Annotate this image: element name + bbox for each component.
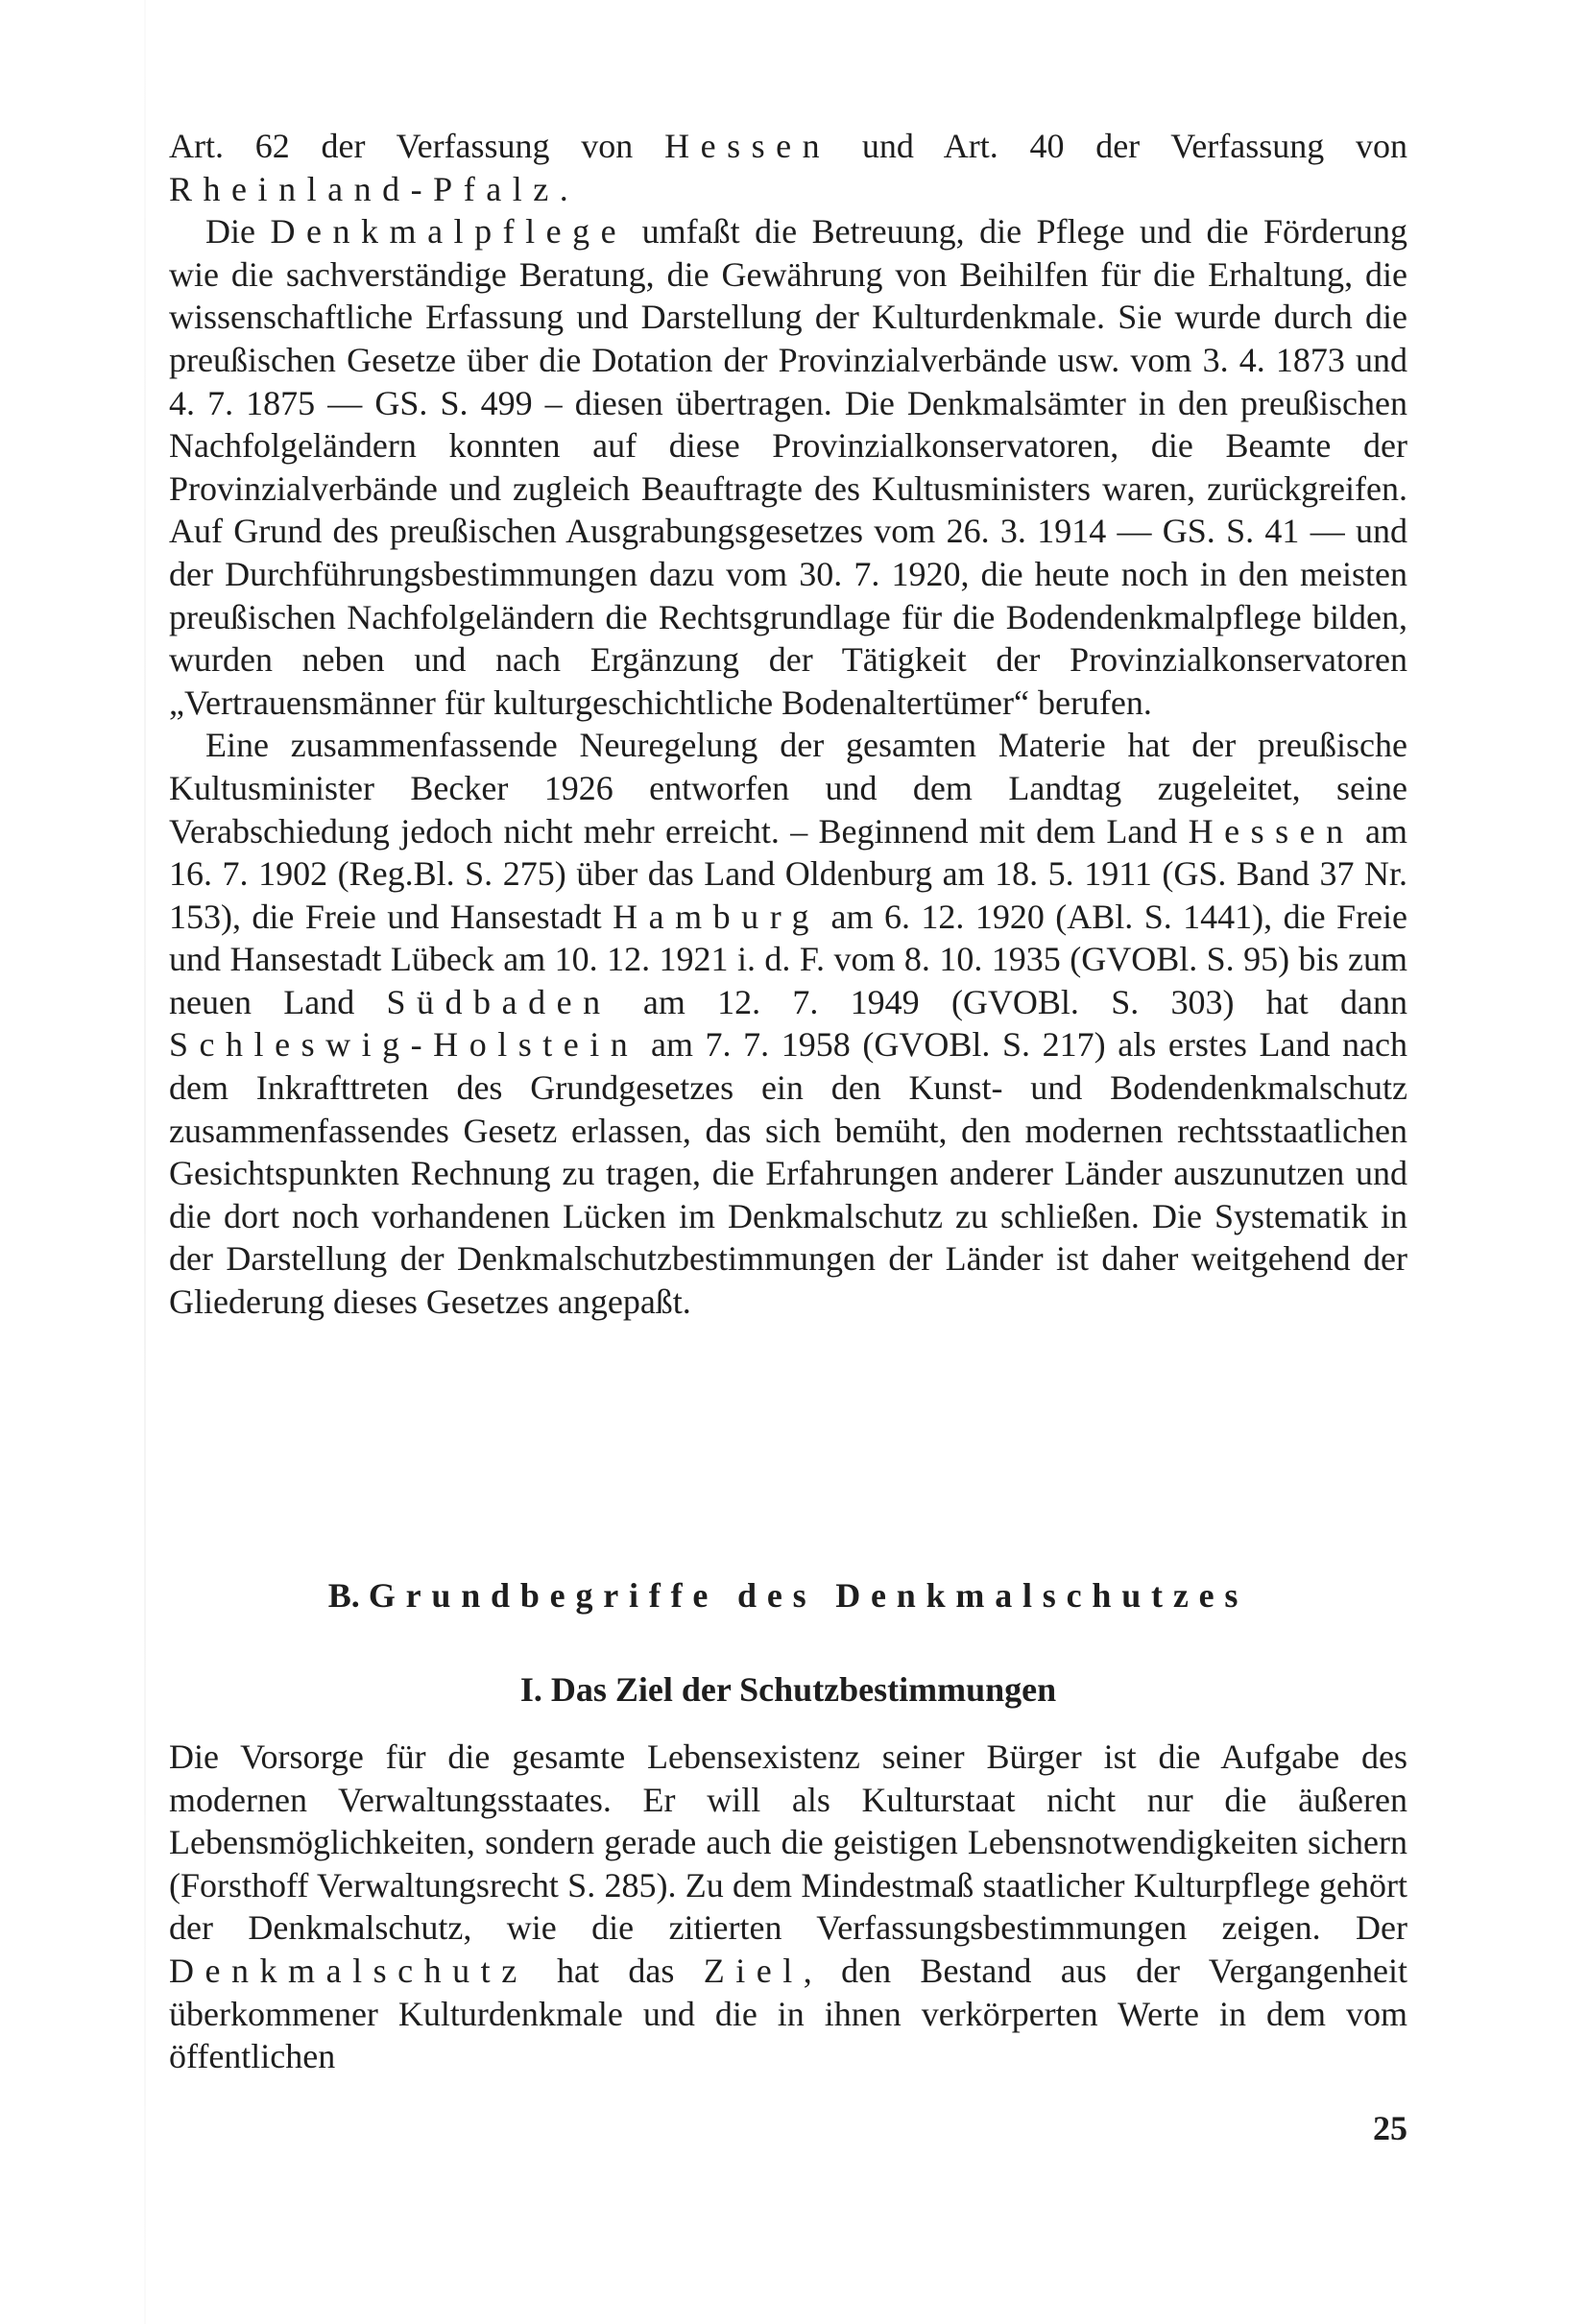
section-heading-b-title: Grundbegriffe des Denkmalschutzes xyxy=(368,1576,1249,1615)
body-text-upper xyxy=(169,125,1407,1324)
body-text-lower xyxy=(169,1736,1407,2078)
paragraph-neuregelung: Eine zusammenfassende Neuregelung der gesamten Materie hat der preußische Kultusminister Becker 1926 entworfen und dem Landtag zugeleitet, seine Verabschiedung jedoch nicht mehr erreicht. – Beginnend mit dem Land Hessen am 16. 7. 1902 (Reg.Bl. S. 275) über das Land Oldenburg am 18. 5. 1911 (GS. Band 37 Nr. 153), die Freie und Hansestadt Hamburg am 6. 12. 1920 (ABl. S. 1441), die Freie und Hansestadt Lübeck am 10. 12. 1921 i. d. F. vom 8. 10. 1935 (GVOBl. S. 95) bis zum neuen Land Südbaden am 12. 7. 1949 (GVOBl. S. 303) hat dann Schleswig-Holstein am 7. 7. 1958 (GVOBl. S. 217) als erstes Land nach dem Inkrafttreten des Grundgesetzes ein den Kunst- und Bodendenkmalschutz zusammenfassendes Gesetz erlassen, das sich bemüht, den modernen rechtsstaatlichen Gesichtspunkten Rechnung zu tragen, die Erfahrungen anderer Länder auszunutzen und die dort noch vorhandenen Lücken im Denkmalschutz zu schließen. Die Systematik in der Darstellung der Denkmalschutzbestimmungen der Länder ist daher weitgehend der Gliederung dieses Gesetzes angepaßt. xyxy=(169,726,1407,1322)
spaced-schleswig-holstein: Schleswig-Holstein xyxy=(169,1025,639,1065)
spaced-hamburg: Hamburg xyxy=(613,897,821,936)
page-number: 25 xyxy=(1373,2109,1407,2147)
spaced-ziel: Ziel xyxy=(703,1951,804,1990)
spaced-rheinland-pfalz: Rheinland-Pfalz xyxy=(169,169,560,208)
paragraph-art-62: Art. 62 der Verfassung von Hessen und Art. 40 der Verfassung von Rheinland-Pfalz. xyxy=(169,127,1408,208)
spaced-hessen-2: Hessen xyxy=(1188,811,1355,851)
paragraph-vorsorge: Die Vorsorge für die gesamte Lebensexistenz seiner Bürger ist die Aufgabe des modernen Verwaltungsstaates. Er will als Kulturstaat nicht nur die äußeren Lebensmöglichkeiten, sondern gerade auch die geistigen Lebensnotwendigkeiten sichern (Forsthoff Verwaltungsrecht S. 285). Zu dem Mindestmaß staatlicher Kulturpflege gehört der Denkmalschutz, wie die zitierten Verfassungsbestimmungen zeigen. Der Denkmalschutz hat das Ziel, den Bestand aus der Vergangenheit überkommener Kulturdenkmale und die in ihnen verkörperten Werte in dem vom öffentlichen xyxy=(169,1737,1408,2076)
paragraph-denkmalpflege: Die Denkmalpflege umfaßt die Betreuung, die Pflege und die Förderung wie die sachverständige Beratung, die Gewährung von Beihilfen für die Erhaltung, die wissenschaftliche Erfassung und Darstellung der Kulturdenkmale. Sie wurde durch die preußischen Gesetze über die Dotation der Provinzialverbände usw. vom 3. 4. 1873 und 4. 7. 1875 — GS. S. 499 – diesen übertragen. Die Denkmalsämter in den preußischen Nachfolgeländern konnten auf diese Provinzialkonservatoren, die Beamte der Provinzialverbände und zugleich Beauftragte des Kultusministers waren, zurückgreifen. Auf Grund des preußischen Ausgrabungsgesetzes vom 26. 3. 1914 — GS. S. 41 — und der Durchführungsbestimmungen dazu vom 30. 7. 1920, die heute noch in den meisten preußischen Nachfolgeländern die Rechtsgrundlage für die Bodendenkmalpflege bilden, wurden neben und nach Ergänzung der Tätigkeit der Provinzialkonservatoren „Vertrauensmänner für kulturgeschichtliche Bodenaltertümer“ berufen. xyxy=(169,212,1407,722)
spaced-denkmalpflege: Denkmalpflege xyxy=(270,212,628,252)
spaced-denkmalschutz: Denkmalschutz xyxy=(169,1951,528,1990)
subsection-heading-i: I. Das Ziel der Schutzbestimmungen xyxy=(519,1670,1057,1709)
spaced-suedbaden: Südbaden xyxy=(386,982,612,1021)
spaced-hessen: Hessen xyxy=(664,127,831,165)
scan-edge-shadow xyxy=(144,0,146,2324)
section-heading-b: B. Grundbegriffe des Denkmalschutzes xyxy=(327,1576,1249,1615)
